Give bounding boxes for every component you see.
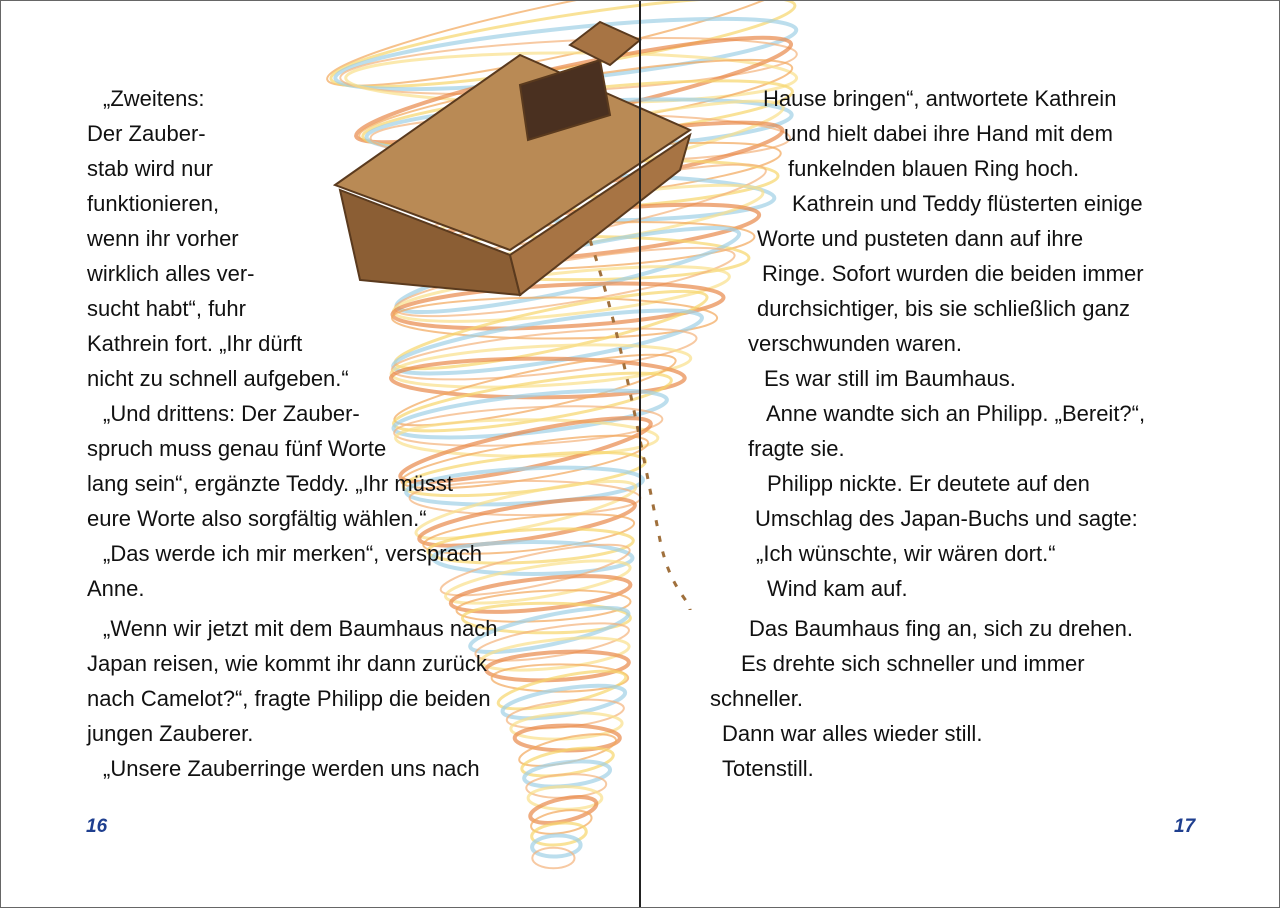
text-line: funktionieren,	[87, 191, 220, 216]
text-line: verschwunden waren.	[748, 331, 963, 356]
text-line: eure Worte also sorgfältig wählen.“	[87, 506, 427, 531]
text-line: Anne.	[87, 576, 145, 601]
text-line: nach Camelot?“, fragte Philipp die beiden	[87, 686, 491, 711]
text-line: Kathrein fort. „Ihr dürft	[87, 331, 303, 356]
text-line: Es drehte sich schneller und immer	[741, 651, 1085, 676]
text-line: Anne wandte sich an Philipp. „Bereit?“,	[766, 401, 1146, 426]
text-line: „Und drittens: Der Zauber-	[103, 401, 360, 426]
text-line: wenn ihr vorher	[87, 226, 239, 251]
text-line: wirklich alles ver-	[87, 261, 255, 286]
text-line: lang sein“, ergänzte Teddy. „Ihr müsst	[87, 471, 454, 496]
text-line: „Wenn wir jetzt mit dem Baumhaus nach	[103, 616, 498, 641]
text-line: Es war still im Baumhaus.	[764, 366, 1016, 391]
text-line: „Das werde ich mir merken“, versprach	[103, 541, 482, 566]
text-line: nicht zu schnell aufgeben.“	[87, 366, 349, 391]
text-line: spruch muss genau fünf Worte	[87, 436, 387, 461]
text-line: fragte sie.	[748, 436, 845, 461]
text-line: Worte und pusteten dann auf ihre	[757, 226, 1084, 251]
text-line: Ringe. Sofort wurden die beiden immer	[762, 261, 1144, 286]
text-line: stab wird nur	[87, 156, 213, 181]
text-line: Totenstill.	[722, 756, 814, 781]
text-line: Dann war alles wieder still.	[722, 721, 983, 746]
text-line: funkelnden blauen Ring hoch.	[788, 156, 1080, 181]
text-line: Das Baumhaus fing an, sich zu drehen.	[749, 616, 1134, 641]
text-line: durchsichtiger, bis sie schließlich ganz	[757, 296, 1130, 321]
text-line: Hause bringen“, antwortete Kathrein	[763, 86, 1117, 111]
text-line: sucht habt“, fuhr	[87, 296, 246, 321]
text-line: „Ich wünschte, wir wären dort.“	[756, 541, 1056, 566]
text-line: jungen Zauberer.	[87, 721, 254, 746]
page-number-right: 17	[1174, 816, 1196, 837]
page-number-left: 16	[86, 816, 108, 837]
text-line: „Zweitens:	[103, 86, 205, 111]
text-line: Wind kam auf.	[767, 576, 908, 601]
text-line: schneller.	[710, 686, 803, 711]
text-line: „Unsere Zauberringe werden uns nach	[103, 756, 480, 781]
text-line: Kathrein und Teddy flüsterten einige	[792, 191, 1143, 216]
text-line: und hielt dabei ihre Hand mit dem	[784, 121, 1113, 146]
text-line: Der Zauber-	[87, 121, 206, 146]
text-line: Umschlag des Japan-Buchs und sagte:	[755, 506, 1138, 531]
text-line: Philipp nickte. Er deutete auf den	[767, 471, 1090, 496]
text-line: Japan reisen, wie kommt ihr dann zurück	[87, 651, 487, 676]
